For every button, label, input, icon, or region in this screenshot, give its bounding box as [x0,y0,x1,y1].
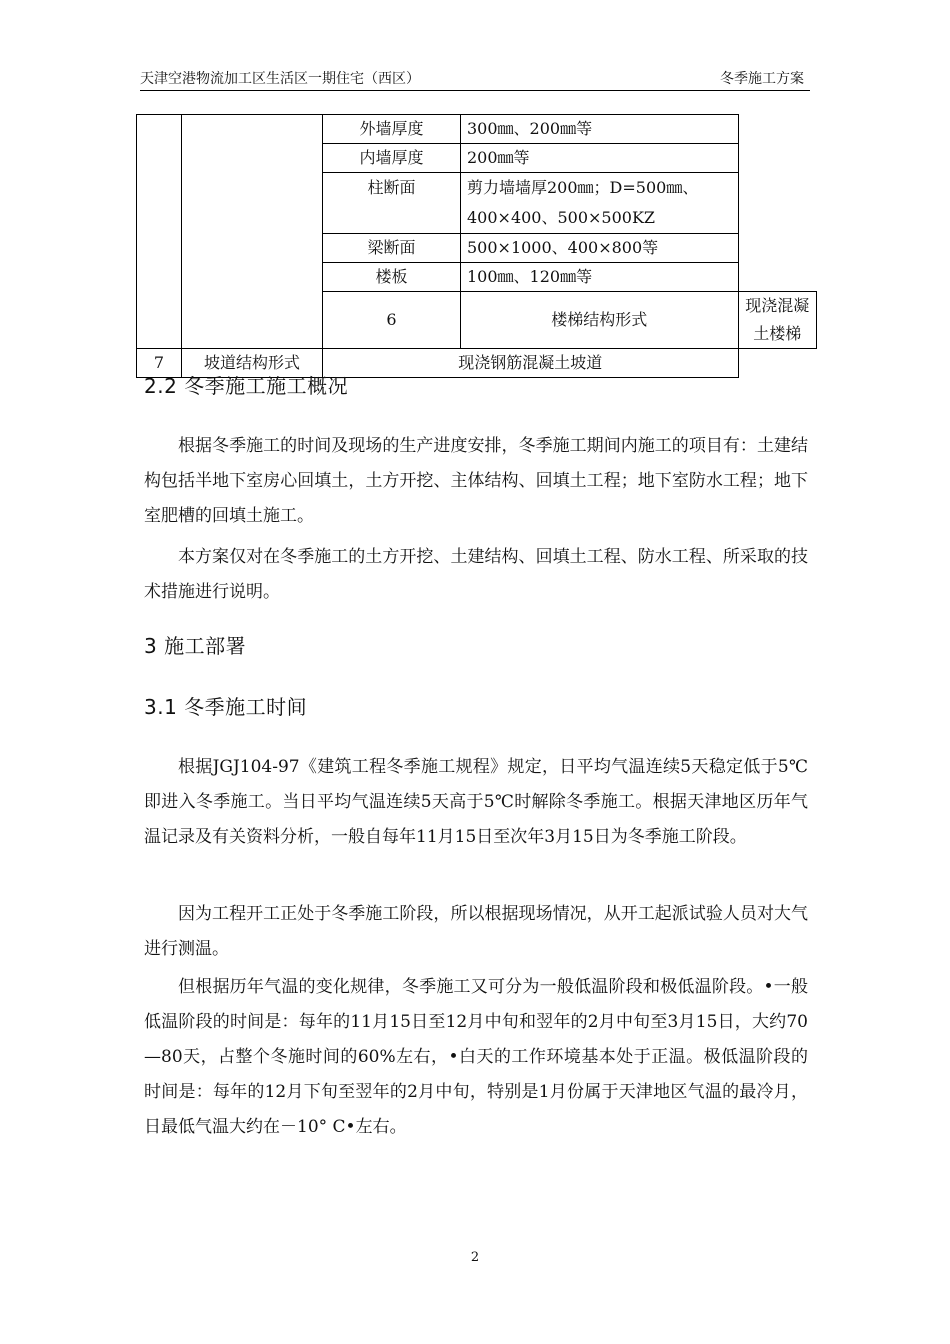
table-cell-sub: 楼板 [323,263,461,292]
table-cell-value: 100㎜、120㎜等 [461,263,739,292]
section-heading-3: 3 施工部署 [144,634,247,658]
table-cell-no: 6 [323,292,461,349]
paragraph: 根据JGJ104-97《建筑工程冬季施工规程》规定，日平均气温连续5天稳定低于5℃即进入冬季施工。当日平均气温连续5天高于5℃时解除冬季施工。根据天津地区历年气温记录及有关资料分析，一般自每年11月15日至次年3月15日为冬季施工阶段。 [144,757,808,847]
table-cell-value: 300㎜、200㎜等 [461,115,739,144]
table-cell-no: 7 [137,349,182,378]
table-cell-value: 现浇钢筋混凝土坡道 [323,349,739,378]
section-heading-2-2: 2.2 冬季施工施工概况 [144,374,349,398]
table-cell-value: 剪力墙墙厚200㎜；D=500㎜、400×400、500×500KZ [461,173,739,234]
table-cell-value: 200㎜等 [461,144,739,173]
table-cell-item [182,115,323,349]
structure-spec-table [136,114,817,378]
table-cell-sub: 柱断面 [323,173,461,234]
table-row [137,115,817,144]
page-number: 2 [470,1250,480,1265]
page-header [140,66,810,91]
paragraph: 根据冬季施工的时间及现场的生产进度安排，冬季施工期间内施工的项目有：土建结构包括半地下室房心回填土，土方开挖、主体结构、回填土工程；地下室防水工程；地下室肥槽的回填土施工。 [144,436,808,526]
table-cell-value: 500×1000、400×800等 [461,234,739,263]
table-cell-value: 现浇混凝土楼梯 [738,292,816,349]
section-heading-3-1: 3.1 冬季施工时间 [144,695,308,719]
header-document-title: 冬季施工方案 [720,71,804,87]
table-cell-sub: 内墙厚度 [323,144,461,173]
table-cell-item: 坡道结构形式 [182,349,323,378]
paragraph: 但根据历年气温的变化规律，冬季施工又可分为一般低温阶段和极低温阶段。•一般低温阶段的时间是：每年的11月15日至12月中旬和翌年的2月中旬至3月15日，大约70—80天，占整个冬施时间的60%左右，•白天的工作环境基本处于正温。极低温阶段的时间是：每年的12月下旬至翌年的2月中旬，特别是1月份属于天津地区气温的最冷月，日最低气温大约在－10° C•左右。 [144,977,808,1137]
header-project-name: 天津空港物流加工区生活区一期住宅（西区） [140,71,420,87]
table-cell-sub: 外墙厚度 [323,115,461,144]
paragraph: 本方案仅对在冬季施工的土方开挖、土建结构、回填土工程、防水工程、所采取的技术措施进行说明。 [144,547,808,602]
table-cell-no [137,115,182,349]
paragraph: 因为工程开工正处于冬季施工阶段，所以根据现场情况，从开工起派试验人员对大气进行测温。 [144,904,808,959]
table-cell-item: 楼梯结构形式 [461,292,739,349]
table-cell-sub: 梁断面 [323,234,461,263]
